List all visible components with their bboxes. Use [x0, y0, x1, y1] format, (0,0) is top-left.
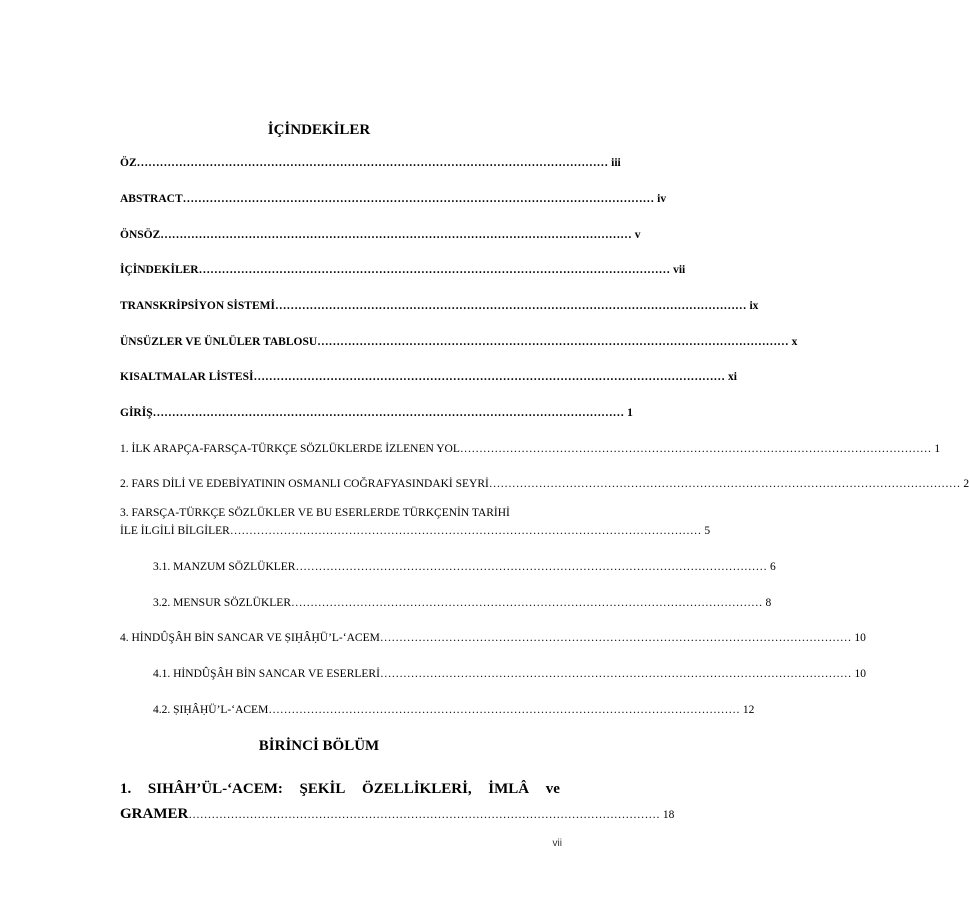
leader-dots: ……………………………………………………………………………………………………………: [379, 632, 852, 644]
toc-entry-giris[interactable]: [120, 407, 633, 419]
chapter-entry-word: 1.: [120, 781, 132, 797]
toc-entry-onsoz[interactable]: [120, 229, 641, 241]
leader-dots: ……………………………………………………………………………………………………………: [459, 443, 932, 455]
toc-entry-4-1[interactable]: [153, 668, 866, 680]
toc-entry-transkripsiyon[interactable]: [120, 300, 759, 312]
chapter-entry-line2[interactable]: [120, 806, 675, 823]
toc-entry-kisaltmalar[interactable]: [120, 371, 737, 383]
chapter-entry-word: SIHÂH’ÜL-‘ACEM:: [147, 781, 283, 797]
toc-entry-3-1[interactable]: [153, 561, 776, 573]
toc-entry-label: 3.2. MENSUR SÖZLÜKLER: [153, 597, 292, 609]
toc-entry-page: 6: [769, 561, 776, 573]
leader-dots: ……………………………………………………………………………………………………………: [152, 407, 625, 419]
toc-entry-oz[interactable]: [120, 157, 621, 169]
toc-entry-label: GİRİŞ: [120, 407, 153, 419]
leader-dots: ……………………………………………………………………………………………………………: [268, 704, 740, 716]
leader-dots: ……………………………………………………………………………………………………………: [488, 478, 961, 490]
leader-dots: ……………………………………………………………………………………………………………: [317, 336, 789, 348]
toc-entry-1[interactable]: [120, 443, 941, 455]
toc-entry-page: 18: [662, 809, 675, 821]
toc-entry-page: iii: [611, 157, 621, 169]
leader-dots: ……………………………………………………………………………………………………………: [295, 561, 767, 573]
toc-entry-label: 1. İLK ARAPÇA-FARSÇA-TÜRKÇE SÖZLÜKLERDE İZLENEN YOL: [120, 443, 460, 455]
toc-entry-unsuzler[interactable]: [120, 336, 798, 348]
chapter-entry-word: ÖZELLİKLERİ,: [362, 781, 472, 797]
toc-entry-page: 2: [963, 478, 969, 490]
toc-entry-page: 12: [742, 704, 755, 716]
toc-entry-page: 1: [934, 443, 941, 455]
chapter-entry-word: İMLÂ: [488, 781, 530, 797]
leader-dots: ……………………………………………………………………………………………………………: [160, 229, 632, 241]
toc-entry-label: GRAMER: [120, 806, 189, 822]
leader-dots: ……………………………………………………………………………………………………………: [291, 597, 763, 609]
page-title: İÇİNDEKİLER: [267, 122, 371, 138]
toc-entry-page: iv: [657, 193, 667, 205]
toc-entry-page: x: [791, 336, 798, 348]
toc-entry-2[interactable]: [120, 478, 969, 490]
toc-entry-label: İLE İLGİLİ BİLGİLER: [120, 525, 230, 537]
toc-entry-3-2[interactable]: [153, 597, 772, 609]
page-number: vii: [552, 838, 562, 849]
leader-dots: ……………………………………………………………………………………………………………: [379, 668, 852, 680]
toc-entry-label: 4.2. ṢIḤÂḤÜ’L-‘ACEM: [153, 704, 269, 716]
toc-entry-label: 4.1. HİNDÛŞÂH BİN SANCAR VE ESERLERİ: [153, 668, 380, 680]
toc-entry-page: 10: [854, 668, 866, 680]
chapter-title: BİRİNCİ BÖLÜM: [258, 738, 380, 754]
toc-entry-page: ix: [749, 300, 759, 312]
toc-entry-label: ÖNSÖZ: [120, 229, 161, 241]
leader-dots: ……………………………………………………………………………………………………………: [136, 157, 609, 169]
chapter-entry-word: ve: [545, 781, 560, 797]
toc-entry-3-line1[interactable]: 3. FARSÇA-TÜRKÇE SÖZLÜKLER VE BU ESERLERDE TÜRKÇENİN TARİHİ: [120, 507, 510, 519]
chapter-entry-line1[interactable]: [120, 781, 560, 798]
toc-entry-label: 3.1. MANZUM SÖZLÜKLER: [153, 561, 296, 573]
toc-entry-abstract[interactable]: [120, 193, 667, 205]
toc-entry-page: vii: [673, 264, 686, 276]
toc-entry-page: 8: [765, 597, 772, 609]
leader-dots: ……………………………………………………………………………………………………………: [198, 264, 671, 276]
toc-entry-label: ABSTRACT: [120, 193, 183, 205]
toc-entry-label: ÖZ: [120, 157, 137, 169]
toc-entry-label: KISALTMALAR LİSTESİ: [120, 371, 254, 383]
toc-entry-page: 10: [854, 632, 866, 644]
toc-entry-page: 1: [627, 407, 633, 419]
toc-entry-icindekiler[interactable]: [120, 264, 686, 276]
leader-dots: ……………………………………………………………………………………………………………: [274, 300, 747, 312]
toc-entry-label: ÜNSÜZLER VE ÜNLÜLER TABLOSU: [120, 336, 318, 348]
toc-entry-4[interactable]: [120, 632, 866, 644]
leader-dots: ……………………………………………………………………………………………………………: [182, 193, 655, 205]
leader-dots: ……………………………………………………………………………………………………………: [188, 809, 660, 821]
toc-entry-label: 2. FARS DİLİ VE EDEBİYATININ OSMANLI COĞRAFYASINDAKİ SEYRİ: [120, 478, 489, 490]
toc-entry-page: v: [634, 229, 641, 241]
leader-dots: ……………………………………………………………………………………………………………: [229, 525, 702, 537]
toc-entry-4-2[interactable]: [153, 704, 755, 716]
toc-entry-label: 4. HİNDÛŞÂH BİN SANCAR VE ṢIḤÂḤÜ’L-‘ACEM: [120, 632, 380, 644]
toc-entry-page: xi: [727, 371, 737, 383]
toc-entry-label: TRANSKRİPSİYON SİSTEMİ: [120, 300, 275, 312]
chapter-entry-word: ŞEKİL: [299, 781, 346, 797]
toc-entry-label: İÇİNDEKİLER: [120, 264, 199, 276]
toc-entry-page: 5: [704, 525, 711, 537]
toc-entry-3[interactable]: [120, 525, 711, 537]
leader-dots: ……………………………………………………………………………………………………………: [253, 371, 725, 383]
